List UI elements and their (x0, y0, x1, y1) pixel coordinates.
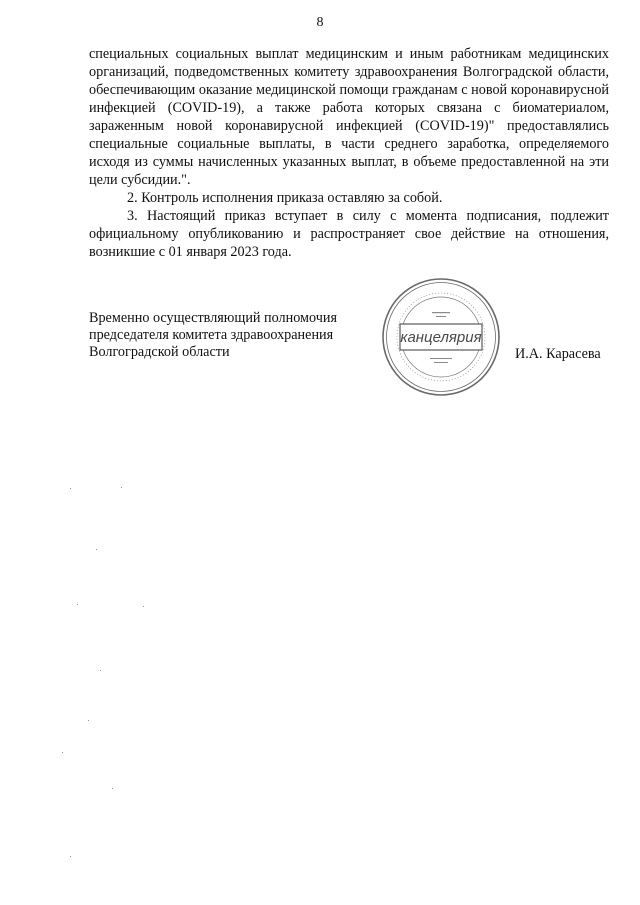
stamp-label: канцелярия (400, 329, 482, 346)
scan-speck (112, 788, 113, 789)
page-number: 8 (316, 15, 324, 30)
signatory-title-line: Временно осуществляющий полномочия (89, 310, 338, 326)
body-paragraph-effective: 3. Настоящий приказ вступает в силу с момента подписания, подлежит официальному опубликованию и распространяет свое действие на отношения, возникшие с 01 января 2023 года. (89, 208, 609, 260)
scan-speck (70, 488, 71, 489)
scan-speck (121, 487, 122, 488)
scan-speck (143, 606, 144, 607)
office-stamp-seal (380, 276, 502, 398)
body-paragraph-control: 2. Контроль исполнения приказа оставляю за собой. (127, 190, 443, 206)
signatory-title-line: Волгоградской области (89, 344, 230, 360)
document-body (89, 45, 609, 261)
signatory-name: И.А. Карасева (515, 346, 601, 362)
body-paragraph-continuation: специальных социальных выплат медицинским и иным работникам медицинских организаций, подведомственных комитету здравоохранения Волгоградской области, обеспечивающим оказание медицинской помощи гражданам с новой коронавирусной инфекцией (COVID-19), а также работа которых связана с биоматериалом, зараженным новой коронавирусной инфекцией (COVID-19)" предоставлялись специальные социальные выплаты, в части среднего заработка, определяемого исходя из суммы начисленных указанных выплат, в объеме предоставленной на эти цели субсидии.". (89, 46, 609, 188)
scan-speck (77, 604, 78, 605)
scan-speck (100, 670, 101, 671)
scan-speck (70, 856, 71, 857)
scan-speck (96, 549, 97, 550)
scan-speck (88, 720, 89, 721)
scan-speck (62, 752, 63, 753)
signatory-title-line: председателя комитета здравоохранения (89, 327, 334, 343)
signatory-title (89, 310, 379, 361)
